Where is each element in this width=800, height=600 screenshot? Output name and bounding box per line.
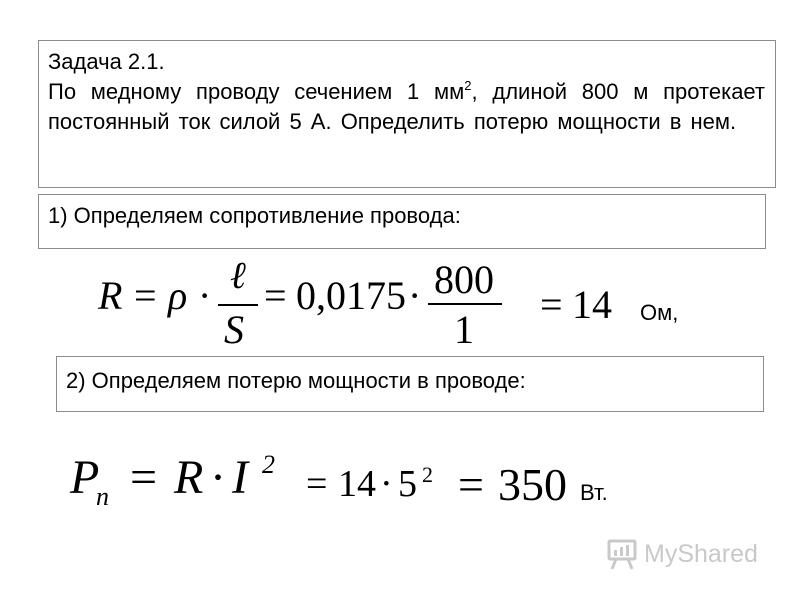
formula1-rho: ρ — [168, 273, 188, 318]
formula1-fraction-800-1 — [428, 256, 502, 350]
watermark-text: MyShared — [644, 540, 758, 568]
formula1-result: 14 — [572, 282, 612, 327]
formula2-eq2: = — [306, 463, 328, 505]
formula1-eq3: = — [540, 282, 563, 327]
formula2-eq3: = — [458, 459, 484, 510]
formula2-p: P — [70, 451, 100, 504]
formula1-rho-value: 0,0175 — [296, 273, 406, 318]
formula1-fraction2-bar — [428, 303, 502, 305]
formula2-p-subscript: п — [96, 482, 109, 511]
task-text-superscript: 2 — [464, 78, 472, 93]
formula1-frac2-denominator: 1 — [454, 307, 474, 352]
task-text-part1: По медному проводу сечением 1 мм — [48, 79, 465, 104]
step1-box — [38, 194, 766, 249]
watermark-logo — [606, 535, 776, 575]
formula2-eq1: = — [130, 451, 158, 504]
presentation-board-icon — [606, 537, 640, 571]
task-title: Задача 2.1. — [48, 49, 165, 74]
formula1-unit: Ом, — [640, 300, 679, 325]
formula2-dot1: · — [210, 451, 226, 504]
task-box — [38, 40, 776, 188]
formula1-dot1: · — [198, 273, 212, 318]
step2-label: 2) Определяем потерю мощности в проводе: — [66, 368, 526, 393]
formula1-frac2-numerator: 800 — [434, 257, 494, 302]
formula2-i: I — [232, 451, 248, 504]
formula1-dot2: · — [408, 273, 422, 318]
formula2-result: 350 — [498, 459, 567, 510]
formula2-dot2: · — [380, 463, 393, 505]
formula1-frac-numerator: ℓ — [230, 255, 246, 297]
formula2-unit: Вт. — [580, 480, 608, 505]
formula2-r: R — [174, 451, 204, 504]
formula1-eq1: = — [134, 273, 157, 318]
task-text — [48, 77, 765, 137]
step2-box — [56, 356, 764, 412]
formula1-fraction-l-s — [218, 250, 258, 350]
formula1-eq2: = — [264, 273, 287, 318]
formula2-r-value: 14 — [338, 463, 376, 505]
formula1-r: R — [98, 273, 123, 318]
task-text-part2: , длиной 800 м протекает постоянный ток силой 5 А. Определить потерю мощности в нем. — [48, 79, 766, 134]
formula2-i-exponent: 2 — [262, 450, 275, 479]
formula2-i-value: 5 — [398, 463, 417, 505]
formula2-i-value-exponent: 2 — [422, 462, 433, 487]
formula1-frac-denominator: S — [224, 307, 244, 352]
step1-label: 1) Определяем сопротивление провода: — [48, 203, 461, 228]
